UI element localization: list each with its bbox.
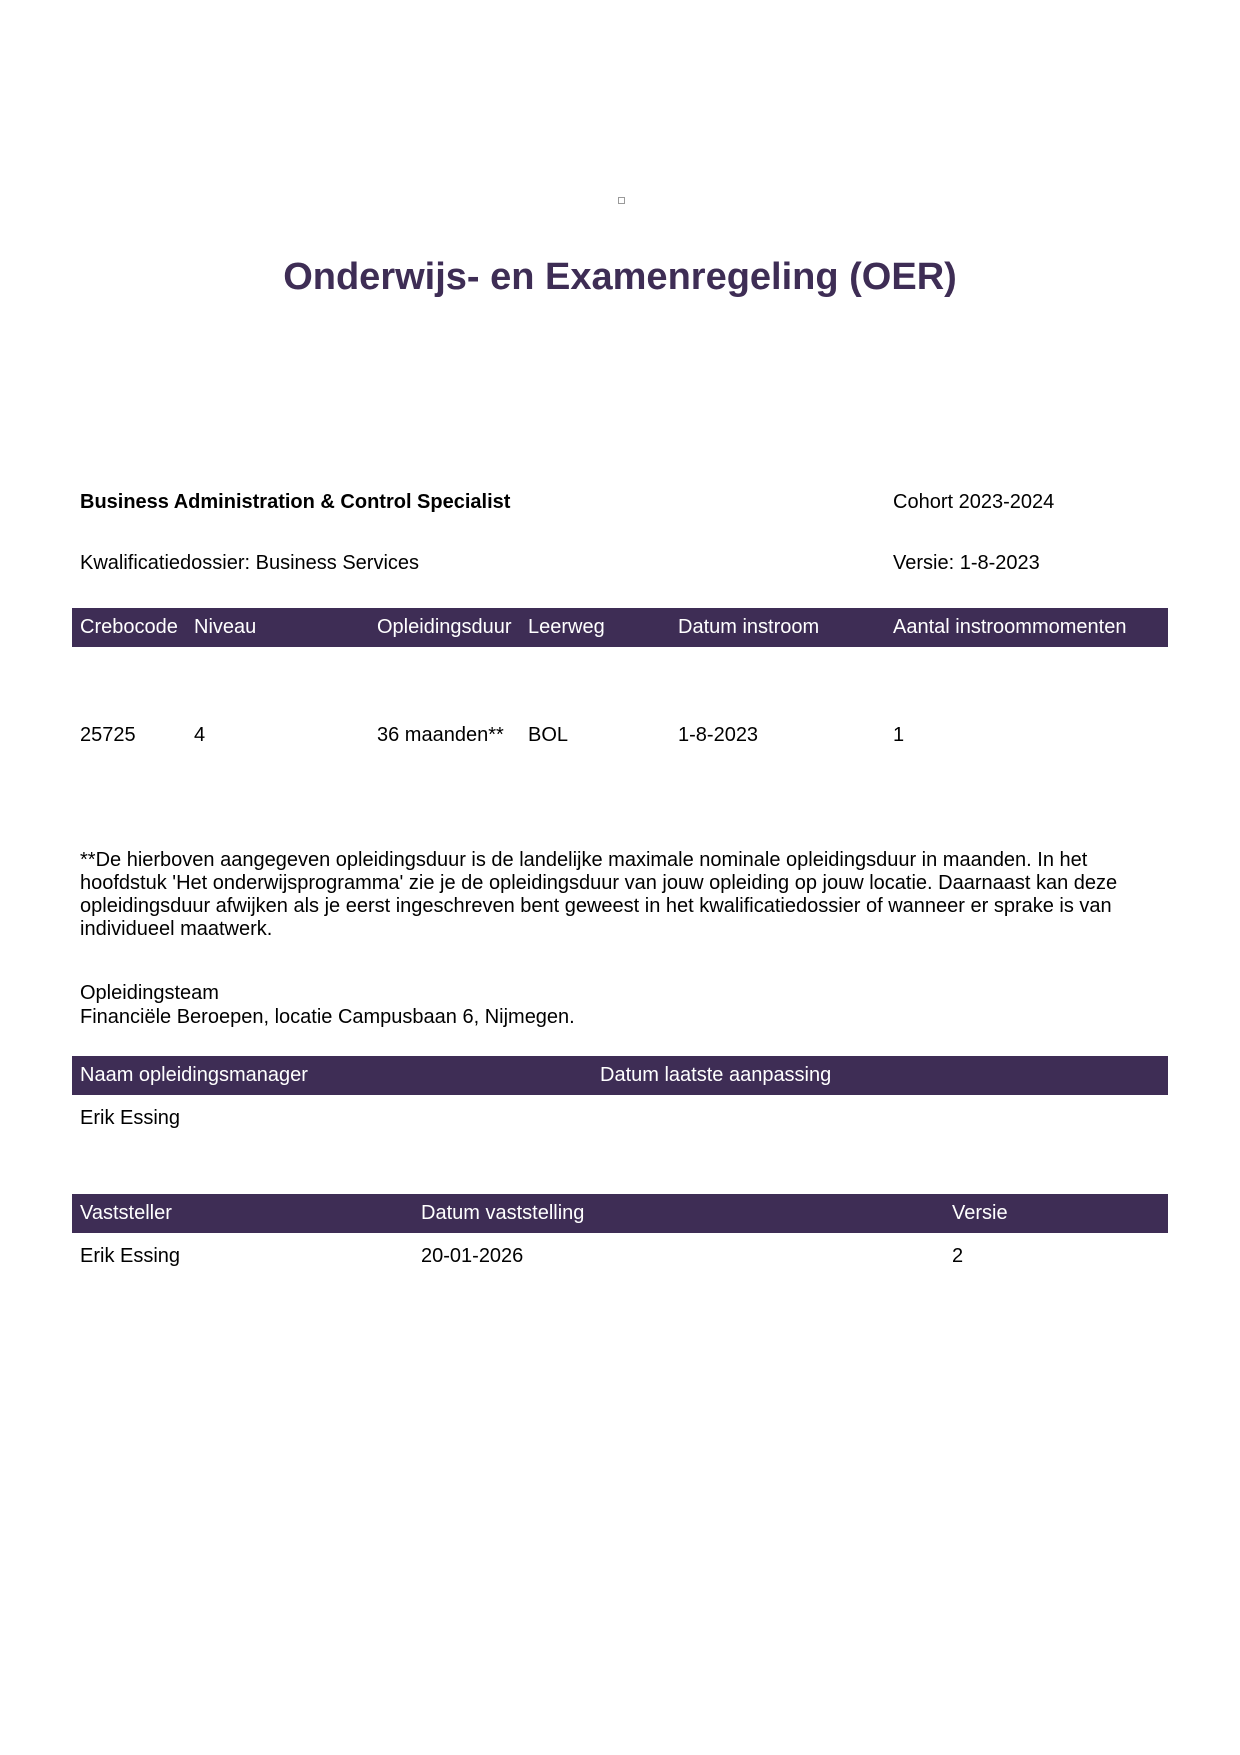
header-niveau: Niveau: [194, 616, 257, 638]
header-versie: Versie: [952, 1202, 1008, 1224]
team-location: Financiële Beroepen, locatie Campusbaan 6, Nijmegen.: [80, 1006, 575, 1028]
header-aantal-instroommomenten: Aantal instroommomenten: [893, 616, 1127, 638]
header-naam-opleidingsmanager: Naam opleidingsmanager: [80, 1064, 308, 1086]
manager-table-header: [72, 1056, 1168, 1095]
team-block: [80, 981, 575, 1029]
cell-niveau: 4: [194, 724, 206, 746]
program-table-header: [72, 608, 1168, 647]
header-datum-vaststelling: Datum vaststelling: [421, 1202, 585, 1224]
cell-crebocode: 25725: [80, 724, 136, 746]
cell-leerweg: BOL: [528, 724, 569, 746]
version-date: Versie: 1-8-2023: [893, 552, 1040, 574]
approval-table-header: [72, 1194, 1168, 1233]
program-name: Business Administration & Control Specialist: [80, 491, 511, 513]
page-title: Onderwijs- en Examenregeling (OER): [283, 256, 957, 298]
cell-vaststeller: Erik Essing: [80, 1245, 181, 1267]
footnote-text: **De hierboven aangegeven opleidingsduur is de landelijke maximale nominale opleidingsduur in maanden. In het hoofdstuk 'Het onderwijsprogramma' zie je de opleidingsduur van jouw opleiding op jouw locatie. Daarnaast kan deze opleidingsduur afwijken als je eerst ingeschreven bent geweest in het kwalificatiedossier of wanneer er sprake is van individueel maatwerk.: [80, 849, 1118, 940]
cell-aantal-instroommomenten: 1: [893, 724, 905, 746]
header-crebocode: Crebocode: [80, 616, 178, 638]
cell-datum-instroom: 1-8-2023: [678, 724, 759, 746]
cell-datum-vaststelling: 20-01-2026: [421, 1245, 524, 1267]
qualification-file: Kwalificatiedossier: Business Services: [80, 552, 420, 574]
header-opleidingsduur: Opleidingsduur: [377, 616, 512, 638]
cohort-label: Cohort 2023-2024: [893, 491, 1055, 513]
cell-opleidingsduur: 36 maanden**: [377, 724, 504, 746]
header-datum-instroom: Datum instroom: [678, 616, 820, 638]
cell-manager-name: Erik Essing: [80, 1107, 181, 1129]
team-label: Opleidingsteam: [80, 982, 219, 1004]
header-leerweg: Leerweg: [528, 616, 605, 638]
logo-placeholder-icon: [618, 197, 625, 204]
header-vaststeller: Vaststeller: [80, 1202, 172, 1224]
header-datum-laatste-aanpassing: Datum laatste aanpassing: [600, 1064, 832, 1086]
cell-versie: 2: [952, 1245, 964, 1267]
